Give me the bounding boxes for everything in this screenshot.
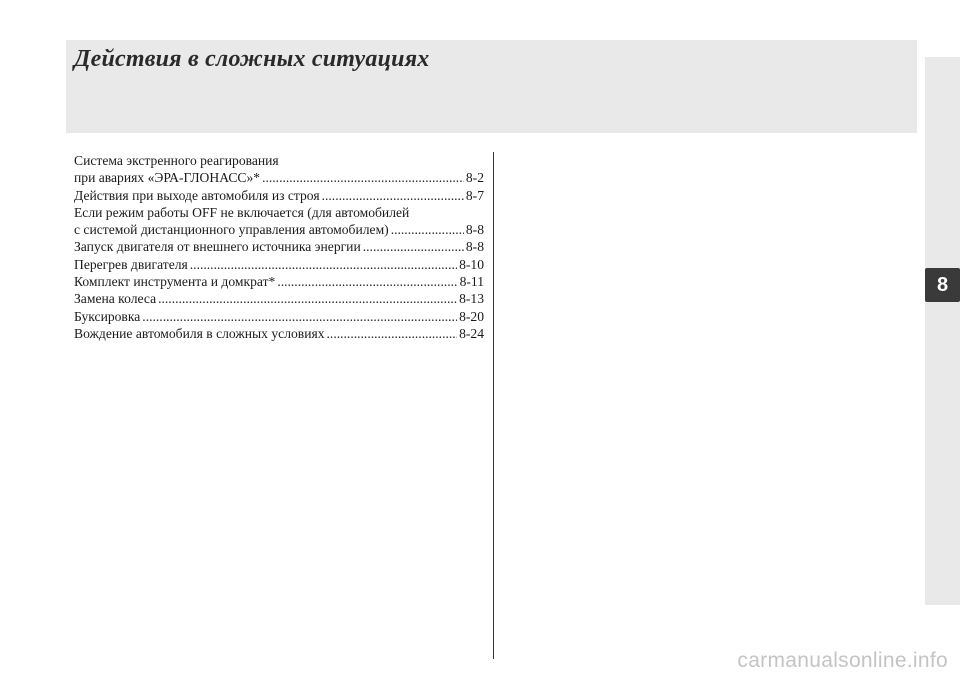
toc-page-number: 8-11 [459, 274, 484, 290]
toc-leader-dots [190, 256, 457, 273]
toc-leader-dots [322, 187, 464, 204]
toc-entry[interactable] [74, 273, 484, 290]
toc-title: Комплект инструмента и домкрат* [74, 274, 276, 290]
toc-line [74, 308, 484, 325]
toc-leader-dots [391, 221, 464, 238]
toc-leader-dots [277, 273, 457, 290]
toc-page-number: 8-7 [465, 187, 484, 203]
toc-leader-dots [142, 308, 457, 325]
chapter-header-band [66, 40, 917, 133]
toc-page-number: 8-10 [459, 256, 484, 272]
toc-entry[interactable] [74, 325, 484, 342]
toc-line [74, 256, 484, 273]
chapter-title: Действия в сложных ситуациях [74, 46, 430, 72]
toc-title: Запуск двигателя от внешнего источника энергии [74, 239, 361, 255]
toc-title: Замена колеса [74, 291, 157, 307]
chapter-side-tab [925, 57, 960, 605]
toc-page-number: 8-8 [465, 239, 484, 255]
toc-title-line1: Если режим работы OFF не включается (для автомобилей [74, 204, 410, 220]
site-watermark: carmanualsonline.info [737, 649, 948, 672]
toc-entry[interactable] [74, 238, 484, 255]
toc-entry[interactable] [74, 204, 484, 239]
toc-line [74, 187, 484, 204]
toc-page-number: 8-8 [465, 222, 484, 238]
toc-title-line1: Система экстренного реагирования [74, 153, 279, 168]
toc-title: Перегрев двигателя [74, 256, 188, 272]
toc-line [74, 169, 484, 186]
toc-title: при авариях «ЭРА-ГЛОНАСС»* [74, 170, 261, 186]
toc-entry[interactable] [74, 187, 484, 204]
toc-page-number: 8-20 [459, 308, 484, 324]
toc-page-number: 8-2 [465, 170, 484, 186]
toc-title: Буксировка [74, 308, 141, 324]
toc-line [74, 290, 484, 307]
column-divider [493, 152, 494, 659]
toc-title: Вождение автомобиля в сложных условиях [74, 325, 325, 341]
toc-line [74, 273, 484, 290]
toc-leader-dots [363, 238, 464, 255]
toc-page-number: 8-13 [459, 291, 484, 307]
toc-entry[interactable] [74, 308, 484, 325]
toc-leader-dots [327, 325, 458, 342]
toc-first-line [74, 152, 484, 169]
toc-leader-dots [158, 290, 457, 307]
toc-page-number: 8-24 [459, 325, 484, 341]
toc-line [74, 221, 484, 238]
chapter-number-badge[interactable]: 8 [925, 268, 960, 302]
toc-title: Действия при выходе автомобиля из строя [74, 187, 320, 203]
toc-leader-dots [262, 169, 464, 186]
table-of-contents [74, 152, 484, 342]
toc-title: с системой дистанционного управления автомобилем) [74, 222, 389, 238]
toc-entry[interactable] [74, 290, 484, 307]
toc-line [74, 325, 484, 342]
toc-entry[interactable] [74, 256, 484, 273]
toc-entry[interactable] [74, 152, 484, 187]
toc-line [74, 238, 484, 255]
toc-first-line [74, 204, 484, 221]
